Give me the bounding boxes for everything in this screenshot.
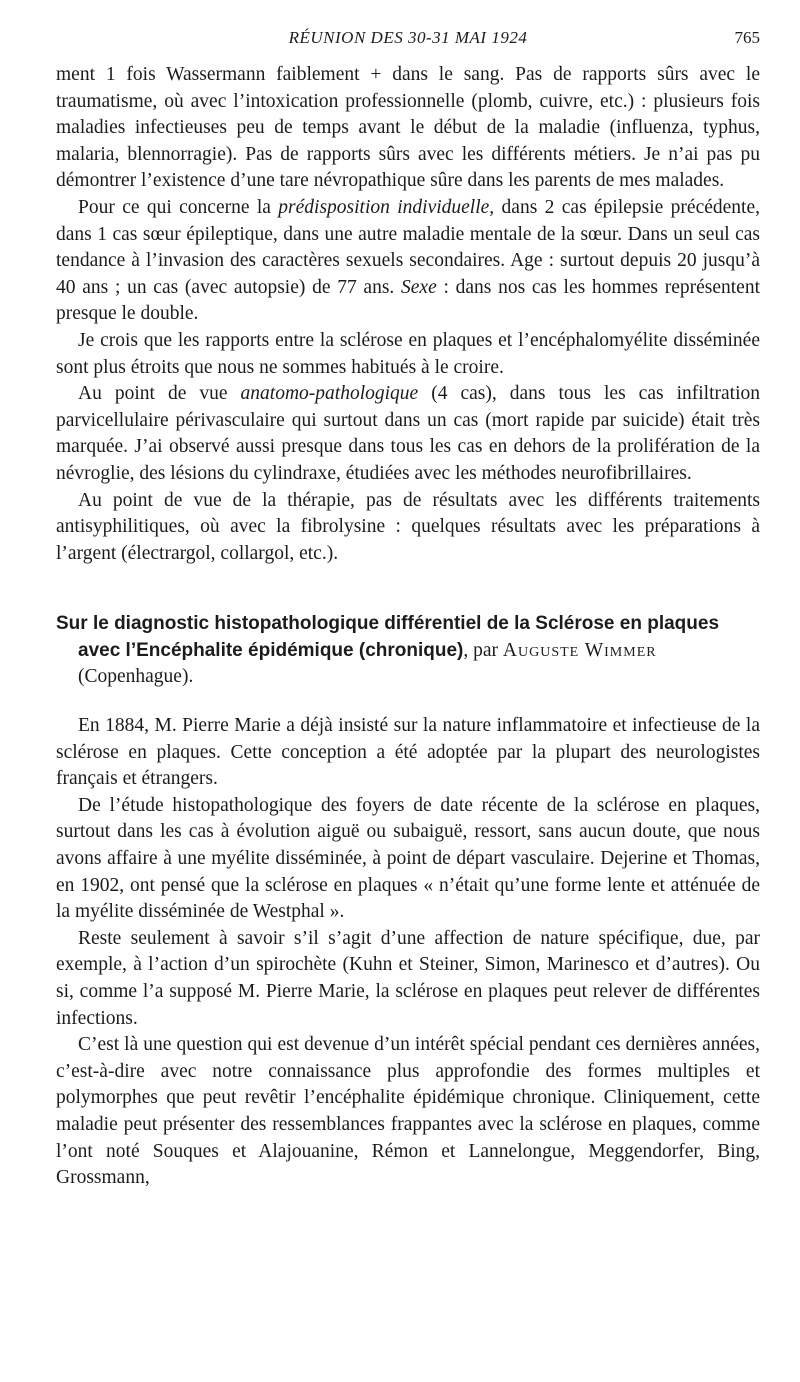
- paragraph-specific-nature: [56, 926, 760, 1032]
- paragraph-therapy: [56, 488, 760, 568]
- author-name: Auguste Wimmer: [502, 639, 657, 661]
- paragraph-histopathology: [56, 793, 760, 926]
- paragraph-chronic-encephalitis: [56, 1032, 760, 1192]
- text-run: Pour ce qui concerne la: [78, 196, 279, 218]
- paragraph-text: Au point de vue de la thérapie, pas de résultats avec les différents traitements antisyphilitiques, où avec la fibrolysine : quelques résultats avec les préparations à l’argent (électrargol, collargol, etc.).: [56, 489, 760, 564]
- paragraph-text: Reste seulement à savoir s’il s’agit d’une affection de nature spécifique, due, par exemple, à l’action d’un spirochète (Kuhn et Steiner, Simon, Marinesco et d’autres). Ou si, comme l’a supposé M. Pierre Marie, la sclérose en plaques peut relever de différentes infections.: [56, 927, 760, 1029]
- body-text: [56, 62, 760, 1192]
- text-run: Au point de vue: [78, 383, 241, 405]
- running-title: RÉUNION DES 30-31 MAI 1924: [288, 28, 528, 47]
- italic-term: Sexe: [401, 276, 437, 298]
- section-title: Sur le diagnostic histopathologique différentiel de la Sclérose en plaques avec l’Encéphalite épidémique (chronique): [56, 613, 720, 661]
- paragraph-predisposition: [56, 195, 760, 328]
- text-run: : dans nos cas les hommes représentent presque le double.: [56, 276, 760, 325]
- text-run: , par: [463, 639, 503, 661]
- text-run: dans 2 cas épilepsie précédente, dans 1 cas sœur épileptique, dans une autre maladie mentale de la sœur. Dans un seul cas tendance à l’invasion des caractères sexuels secondaires. Age : surtout depuis 20 jusqu’à 40 ans ; un cas (avec autopsie) de 77 ans.: [56, 196, 760, 298]
- paragraph-text: Je crois que les rapports entre la sclérose en plaques et l’encéphalomyélite disséminée sont plus étroits que nous ne sommes habitués à le croire.: [56, 329, 760, 378]
- paragraph-text: ment 1 fois Wassermann faiblement + dans le sang. Pas de rapports sûrs avec le traumatisme, où avec l’intoxication professionnelle (plomb, cuivre, etc.) : plusieurs fois maladies infectieuses peu de temps avant le début de la maladie (influenza, typhus, malaria, blennorragie). Pas de rapports sûrs avec les différents métiers. Je n’ai pas pu démontrer l’existence d’une tare névropathique sûre dans les parents de mes malades.: [56, 64, 760, 192]
- paragraph-anatomopathology: [56, 381, 760, 487]
- section-heading: [56, 611, 760, 691]
- paragraph-text: C’est là une question qui est devenue d’un intérêt spécial pendant ces dernières années, c’est-à-dire avec notre connaissance plus approfondie des formes multiples et polymorphes que peut revêtir l’encéphalite épidémique chronique. Cliniquement, cette maladie peut présenter des ressemblances frappantes avec la sclérose en plaques, comme l’ont noté Souques et Alajouanine, Rémon et Lannelongue, Meggendorfer, Bing, Grossmann,: [56, 1034, 760, 1189]
- page-number: 765: [734, 28, 760, 47]
- running-head: [56, 28, 760, 50]
- paragraph-text: De l’étude histopathologique des foyers de date récente de la sclérose en plaques, surtout dans les cas à évolution aiguë ou subaiguë, ressort, sans aucun doute, que nous avons affaire à une myélite disséminée, à point de départ vasculaire. Dejerine et Thomas, en 1902, ont pensé que la sclérose en plaques « n’était qu’une forme lente et atténuée de la myélite disséminée de Westphal ».: [56, 794, 760, 923]
- text-run: (4 cas), dans tous les cas infiltration parvicellulaire périvasculaire qui surtout dans un cas (mort rapide par suicide) était très marquée. J’ai observé aussi presque dans tous les cas en dehors de la prolifération de la névroglie, des lésions du cylindraxe, étudiées avec les méthodes neurofibrillaires.: [56, 383, 760, 484]
- paragraph-encephalomyelitis: [56, 328, 760, 381]
- italic-term: anatomo-pathologique: [240, 383, 419, 405]
- paragraph-continuation: [56, 62, 760, 195]
- paragraph-history: [56, 713, 760, 793]
- italic-term: prédisposition individuelle,: [278, 196, 495, 218]
- paragraph-text: En 1884, M. Pierre Marie a déjà insisté sur la nature inflammatoire et infectieuse de la sclérose en plaques. Cette conception a été adoptée par la plupart des neurologistes français et étrangers.: [56, 715, 760, 790]
- author-place: (Copenhague).: [78, 666, 194, 688]
